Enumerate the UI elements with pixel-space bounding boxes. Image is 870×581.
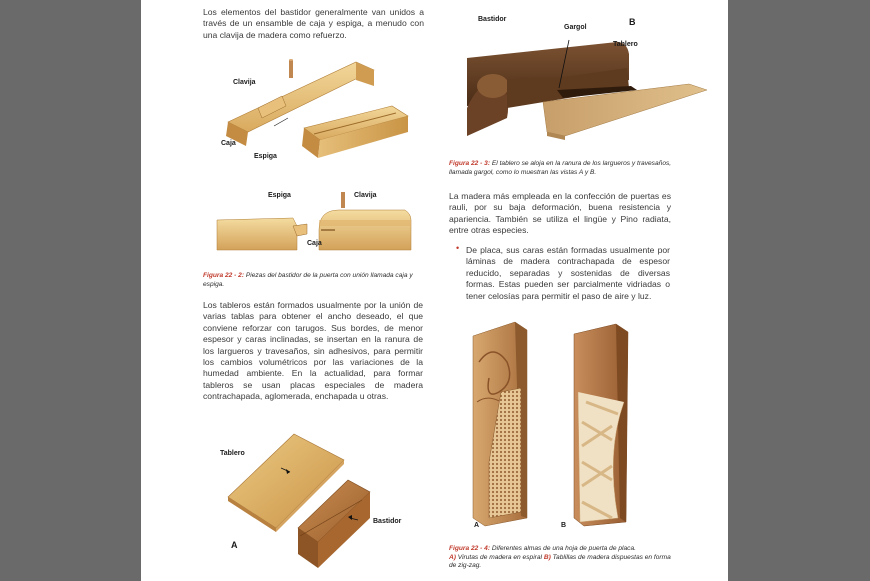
caption-mark-b: B) — [543, 553, 551, 561]
label-clavija: Clavija — [233, 79, 256, 86]
label-caja: Caja — [221, 140, 236, 147]
label-bastidor-b: Bastidor — [478, 16, 507, 23]
body-paragraph-tableros: Los tableros están formados usualmente por la unión de varias tablas para obtener el ancho deseado, el que conviene reforzar con tarugos. Sus bordes, de menor espesor y caras inclinadas, se insertan en la ranura de los largueros y travesaños, sin adhesivos, para permitir los cambios volumétricos por las variaciones de la humedad ambiente. En la actualidad, para formar tableros se usan placas especiales de madera contrachapada, aglomerada, enchapada u otras. — [203, 300, 423, 402]
door-core-zigzag-illustration — [566, 322, 636, 526]
label-espiga-2: Espiga — [268, 192, 291, 199]
label-clavija-2: Clavija — [354, 192, 377, 199]
mortise-tenon-illustration — [216, 60, 416, 170]
caption-text-3: Diferentes almas de una hoja de puerta de placa. — [490, 545, 636, 552]
caption-text-2: El tablero se aloja en la ranura de los largueros y travesaños, llamada gargol, como lo muestran las vistas A y B. — [449, 160, 672, 176]
bullet-marker: • — [456, 243, 460, 253]
caption-text: Piezas del bastidor de la puerta con unión llamada caja y espiga. — [203, 272, 413, 288]
label-tablero: Tablero — [220, 450, 245, 457]
figure-caption-22-3 — [449, 160, 677, 177]
label-caja-2: Caja — [307, 240, 322, 247]
gargol-groove-illustration — [467, 28, 707, 146]
bullet-placa: De placa, sus caras están formadas usualmente por láminas de madera contrachapada de espesor reducido, separadas y sostenidas de diversas formas. Estas pueden ser parcialmente vidriadas o tener celosías para permitir el paso de aire y luz. — [466, 245, 670, 301]
figure-letter-a: A — [231, 540, 238, 550]
panel-frame-illustration — [226, 432, 426, 572]
figure-letter-door-a: A — [474, 522, 480, 529]
caption-number-2: Figura 22 - 3: — [449, 160, 491, 167]
label-bastidor: Bastidor — [373, 518, 402, 525]
intro-paragraph: Los elementos del bastidor generalmente van unidos a través de un ensamble de caja y espiga, a menudo con una clavija de madera como refuerzo. — [203, 7, 424, 40]
caption-mark-a: A) — [449, 553, 456, 561]
caption-text-a: Virutas de madera en espiral — [455, 553, 542, 561]
figure-letter-b: B — [629, 17, 636, 27]
figure-caption-22-2 — [203, 272, 425, 289]
document-page — [141, 0, 728, 581]
figure-caption-22-4 — [449, 545, 675, 571]
label-espiga: Espiga — [254, 153, 277, 160]
caption-text-b: Tablillas de madera dispuestas en forma de zig-zag. — [449, 553, 671, 570]
label-tablero-b: Tablero — [613, 41, 638, 48]
door-core-spiral-illustration — [471, 322, 533, 526]
body-paragraph-madera: La madera más empleada en la confección de puertas es rauli, por su baja deformación, buena resistencia y apariencia. También se utiliza el lingüe y Pino radiata, entre otras especies. — [449, 191, 671, 236]
label-gargol: Gargol — [564, 24, 587, 31]
figure-letter-door-b: B — [561, 522, 567, 529]
caption-number-3: Figura 22 - 4: — [449, 545, 491, 552]
caption-number: Figura 22 - 2: — [203, 272, 245, 279]
